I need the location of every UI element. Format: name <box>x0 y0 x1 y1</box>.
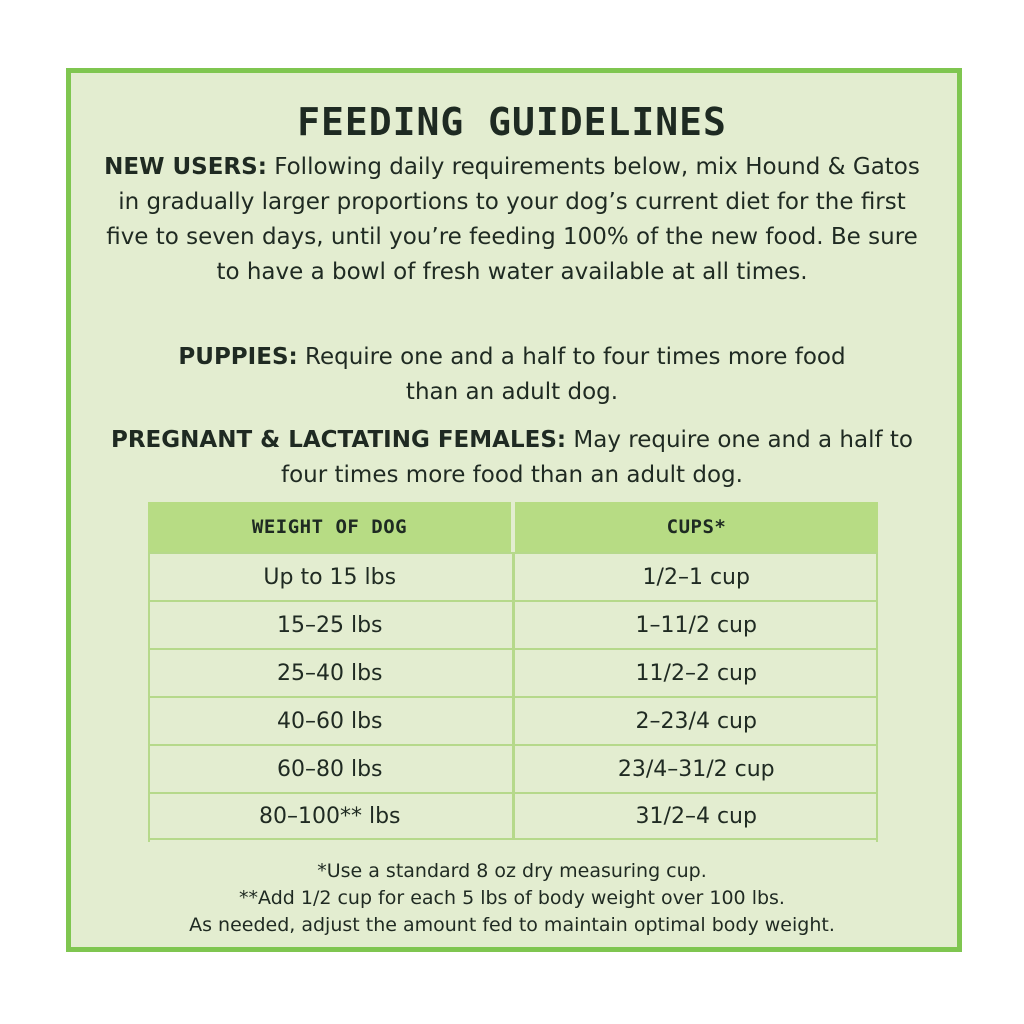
weight-cell: 25–40 lbs <box>148 648 515 696</box>
pregnant-label: PREGNANT & LACTATING FEMALES: <box>110 427 567 453</box>
cups-value: 23/4–31/2 cup <box>617 756 775 782</box>
page-title: FEEDING GUIDELINES <box>297 100 727 144</box>
weight-cell: 60–80 lbs <box>148 744 515 792</box>
puppies-paragraph <box>150 340 874 410</box>
cups-cell <box>515 744 879 792</box>
cups-value: 11/2–2 cup <box>635 660 757 686</box>
weight-cell: Up to 15 lbs <box>148 552 515 600</box>
feeding-table <box>148 502 878 840</box>
weight-cell: 40–60 lbs <box>148 696 515 744</box>
cups-cell <box>515 552 879 600</box>
footnote-adjust: As needed, adjust the amount fed to maintain optimal body weight. <box>189 914 835 936</box>
new-users-label: NEW USERS: <box>104 154 267 180</box>
table-row <box>148 600 878 648</box>
footnote-extra-weight: **Add 1/2 cup for each 5 lbs of body weight over 100 lbs. <box>239 887 785 909</box>
weight-cell: 80–100** lbs <box>148 792 515 840</box>
header-cups: CUPS* <box>515 502 878 552</box>
table-row <box>148 552 878 600</box>
footnote-cup-standard: *Use a standard 8 oz dry measuring cup. <box>317 860 707 882</box>
footnotes <box>70 858 954 939</box>
cups-cell <box>515 648 879 696</box>
new-users-paragraph <box>100 150 924 290</box>
cups-value: 1/2–1 cup <box>642 564 750 590</box>
cups-value: 31/2–4 cup <box>635 803 757 829</box>
new-users-text: Following daily requirements below, mix Hound & Gatos in gradually larger proportions to your dog’s current diet for the first five to seven days, until you’re feeding 100% of the new food. Be sure to have a bowl of fresh water available at all times. <box>106 154 920 285</box>
cups-value: 1–11/2 cup <box>635 612 757 638</box>
cups-cell <box>515 792 879 840</box>
puppies-label: PUPPIES: <box>178 344 298 370</box>
cups-cell <box>515 696 879 744</box>
weight-cell: 15–25 lbs <box>148 600 515 648</box>
table-row <box>148 696 878 744</box>
table-row <box>148 792 878 840</box>
puppies-text: Require one and a half to four times more food than an adult dog. <box>297 344 846 405</box>
cups-cell <box>515 600 879 648</box>
header-weight: WEIGHT OF DOG <box>148 502 511 552</box>
pregnant-text: May require one and a half to four times more food than an adult dog. <box>281 427 913 488</box>
table-header <box>148 502 878 552</box>
table-row <box>148 648 878 696</box>
cups-value: 2–23/4 cup <box>635 708 757 734</box>
table-row <box>148 744 878 792</box>
pregnant-paragraph <box>100 423 924 493</box>
